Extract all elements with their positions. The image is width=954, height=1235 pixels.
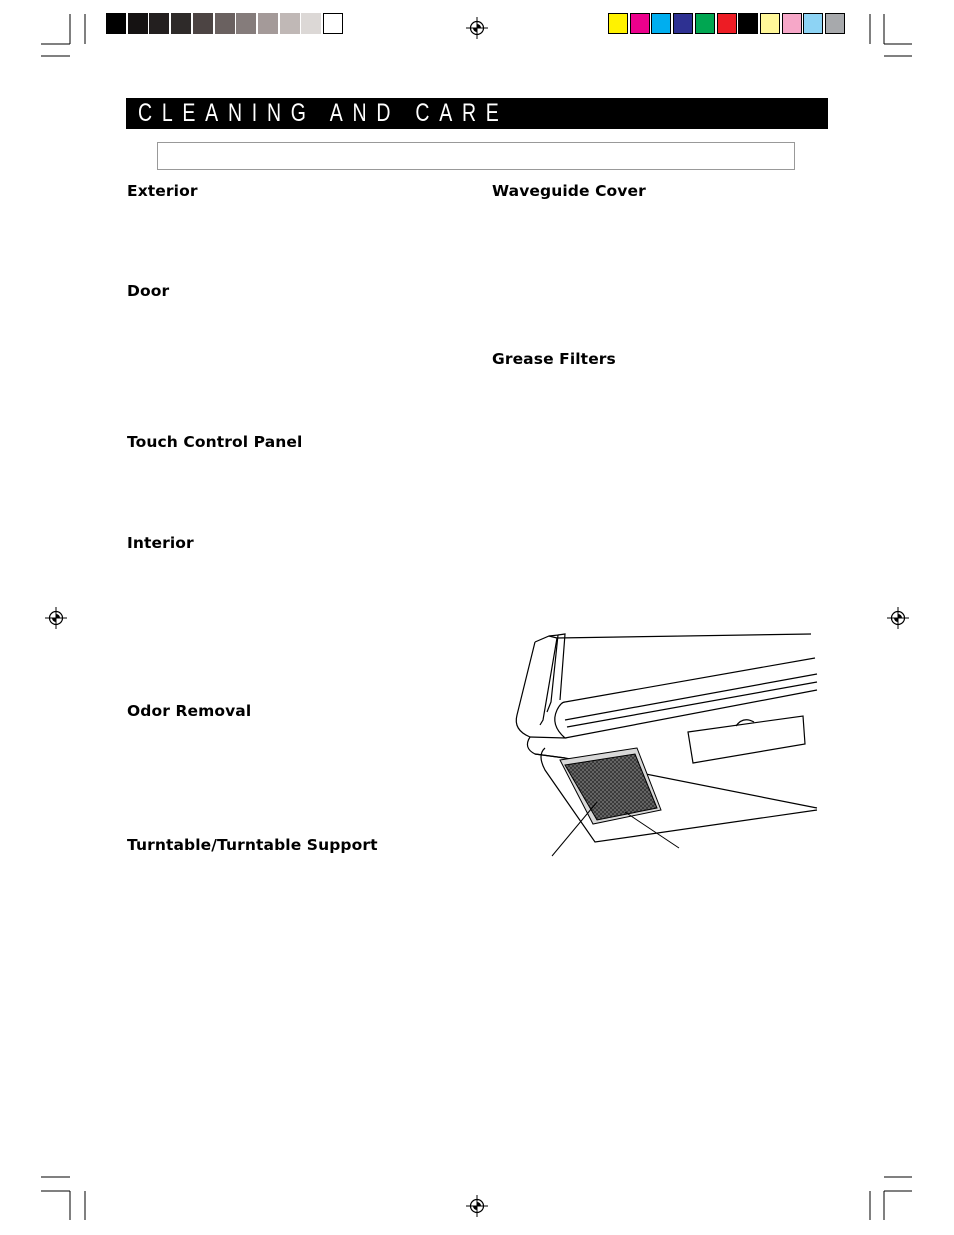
heading-turntable-support: Turntable/Turntable Support — [127, 836, 378, 854]
heading-grease-filters: Grease Filters — [492, 350, 616, 368]
leader-line — [625, 812, 679, 848]
registration-mark-icon — [887, 607, 909, 629]
heading-waveguide-cover: Waveguide Cover — [492, 182, 646, 200]
section-title-bar — [126, 98, 828, 129]
heading-interior: Interior — [127, 534, 194, 552]
grease-filter-illustration — [505, 630, 825, 860]
oven-top-edge — [565, 658, 815, 702]
registration-mark-icon — [466, 1195, 488, 1217]
heading-door: Door — [127, 282, 170, 300]
oven-top-edge — [557, 634, 811, 638]
registration-mark-icon — [45, 607, 67, 629]
oven-door-edge — [547, 635, 558, 712]
registration-mark-icon — [466, 17, 488, 39]
heading-exterior: Exterior — [127, 182, 198, 200]
heading-odor-removal: Odor Removal — [127, 702, 252, 720]
vent-window — [688, 716, 805, 763]
leader-line — [552, 802, 597, 856]
oven-front-edge — [527, 737, 565, 758]
heading-touch-control-panel: Touch Control Panel — [127, 433, 303, 451]
oven-bottom-edge — [567, 682, 817, 727]
page-title: CLEANING AND CARE — [138, 99, 509, 127]
banner-box — [157, 142, 795, 170]
oven-door-edge — [558, 634, 565, 700]
